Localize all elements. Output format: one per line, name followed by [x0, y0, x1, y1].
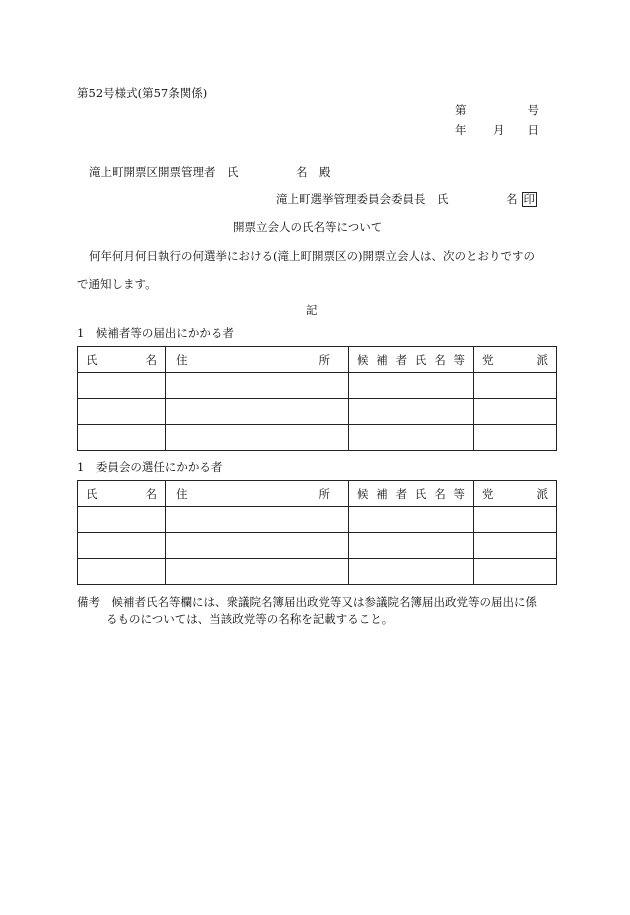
- table-row: [78, 507, 557, 533]
- table-header-row: [78, 347, 557, 373]
- table-row: [78, 533, 557, 559]
- date-year: 年: [455, 123, 467, 137]
- table-row: [78, 399, 557, 425]
- cell-address[interactable]: [166, 533, 349, 559]
- header-candidate: 候 補 者 氏 名 等: [349, 481, 474, 507]
- cell-address[interactable]: [166, 425, 349, 451]
- header-party: 党 派: [474, 347, 557, 373]
- cell-candidate[interactable]: [349, 507, 474, 533]
- remarks-line-2: るものについては、当該政党等の名称を記載すること。: [106, 612, 394, 626]
- cell-party[interactable]: [474, 559, 557, 585]
- header-address: 住 所: [166, 481, 349, 507]
- date-day: 日: [527, 123, 539, 137]
- cell-name[interactable]: [78, 533, 166, 559]
- header-name: 氏 名: [78, 347, 166, 373]
- header-name: 氏 名: [78, 481, 166, 507]
- section-2-heading: 1 委員会の選任にかかる者: [77, 460, 223, 474]
- sender-name: 滝上町選挙管理委員会委員長 氏 名: [276, 192, 518, 206]
- table-row: [78, 559, 557, 585]
- form-reference: 第52号様式(第57条関係): [77, 86, 208, 100]
- table-row: [78, 373, 557, 399]
- cell-address[interactable]: [166, 373, 349, 399]
- cell-candidate[interactable]: [349, 533, 474, 559]
- header-candidate: 候 補 者 氏 名 等: [349, 347, 474, 373]
- cell-candidate[interactable]: [349, 425, 474, 451]
- cell-name[interactable]: [78, 399, 166, 425]
- cell-candidate[interactable]: [349, 559, 474, 585]
- document-date: [455, 123, 539, 137]
- table-committee-appointment: [77, 480, 557, 585]
- cell-address[interactable]: [166, 399, 349, 425]
- cell-address[interactable]: [166, 559, 349, 585]
- cell-name[interactable]: [78, 373, 166, 399]
- cell-name[interactable]: [78, 559, 166, 585]
- ki-heading: 記: [306, 303, 318, 317]
- doc-number-suffix: 号: [527, 103, 539, 117]
- remarks-line-1: 備考 候補者氏名等欄には、衆議院名簿届出政党等又は参議院名簿届出政党等の届出に係: [77, 595, 537, 609]
- section-1-heading: 1 候補者等の届出にかかる者: [77, 326, 234, 340]
- header-party: 党 派: [474, 481, 557, 507]
- addressee: 滝上町開票区開票管理者 氏 名 殿: [89, 165, 331, 179]
- cell-name[interactable]: [78, 425, 166, 451]
- table-header-row: [78, 481, 557, 507]
- cell-party[interactable]: [474, 425, 557, 451]
- cell-party[interactable]: [474, 399, 557, 425]
- cell-candidate[interactable]: [349, 373, 474, 399]
- sender: [276, 192, 537, 207]
- header-address: 住 所: [166, 347, 349, 373]
- cell-party[interactable]: [474, 533, 557, 559]
- subject-title: 開票立会人の氏名等について: [233, 220, 383, 234]
- body-line-2: で通知します。: [77, 277, 157, 291]
- cell-name[interactable]: [78, 507, 166, 533]
- table-row: [78, 425, 557, 451]
- seal-mark: 印: [523, 192, 535, 206]
- cell-candidate[interactable]: [349, 399, 474, 425]
- cell-address[interactable]: [166, 507, 349, 533]
- table-candidate-notification: [77, 346, 557, 451]
- body-line-1: 何年何月何日執行の何選挙における(滝上町開票区の)開票立会人は、次のとおりですの: [89, 249, 535, 263]
- date-month: 月: [493, 123, 505, 137]
- document-number: [455, 103, 539, 117]
- cell-party[interactable]: [474, 373, 557, 399]
- cell-party[interactable]: [474, 507, 557, 533]
- doc-number-prefix: 第: [455, 103, 467, 117]
